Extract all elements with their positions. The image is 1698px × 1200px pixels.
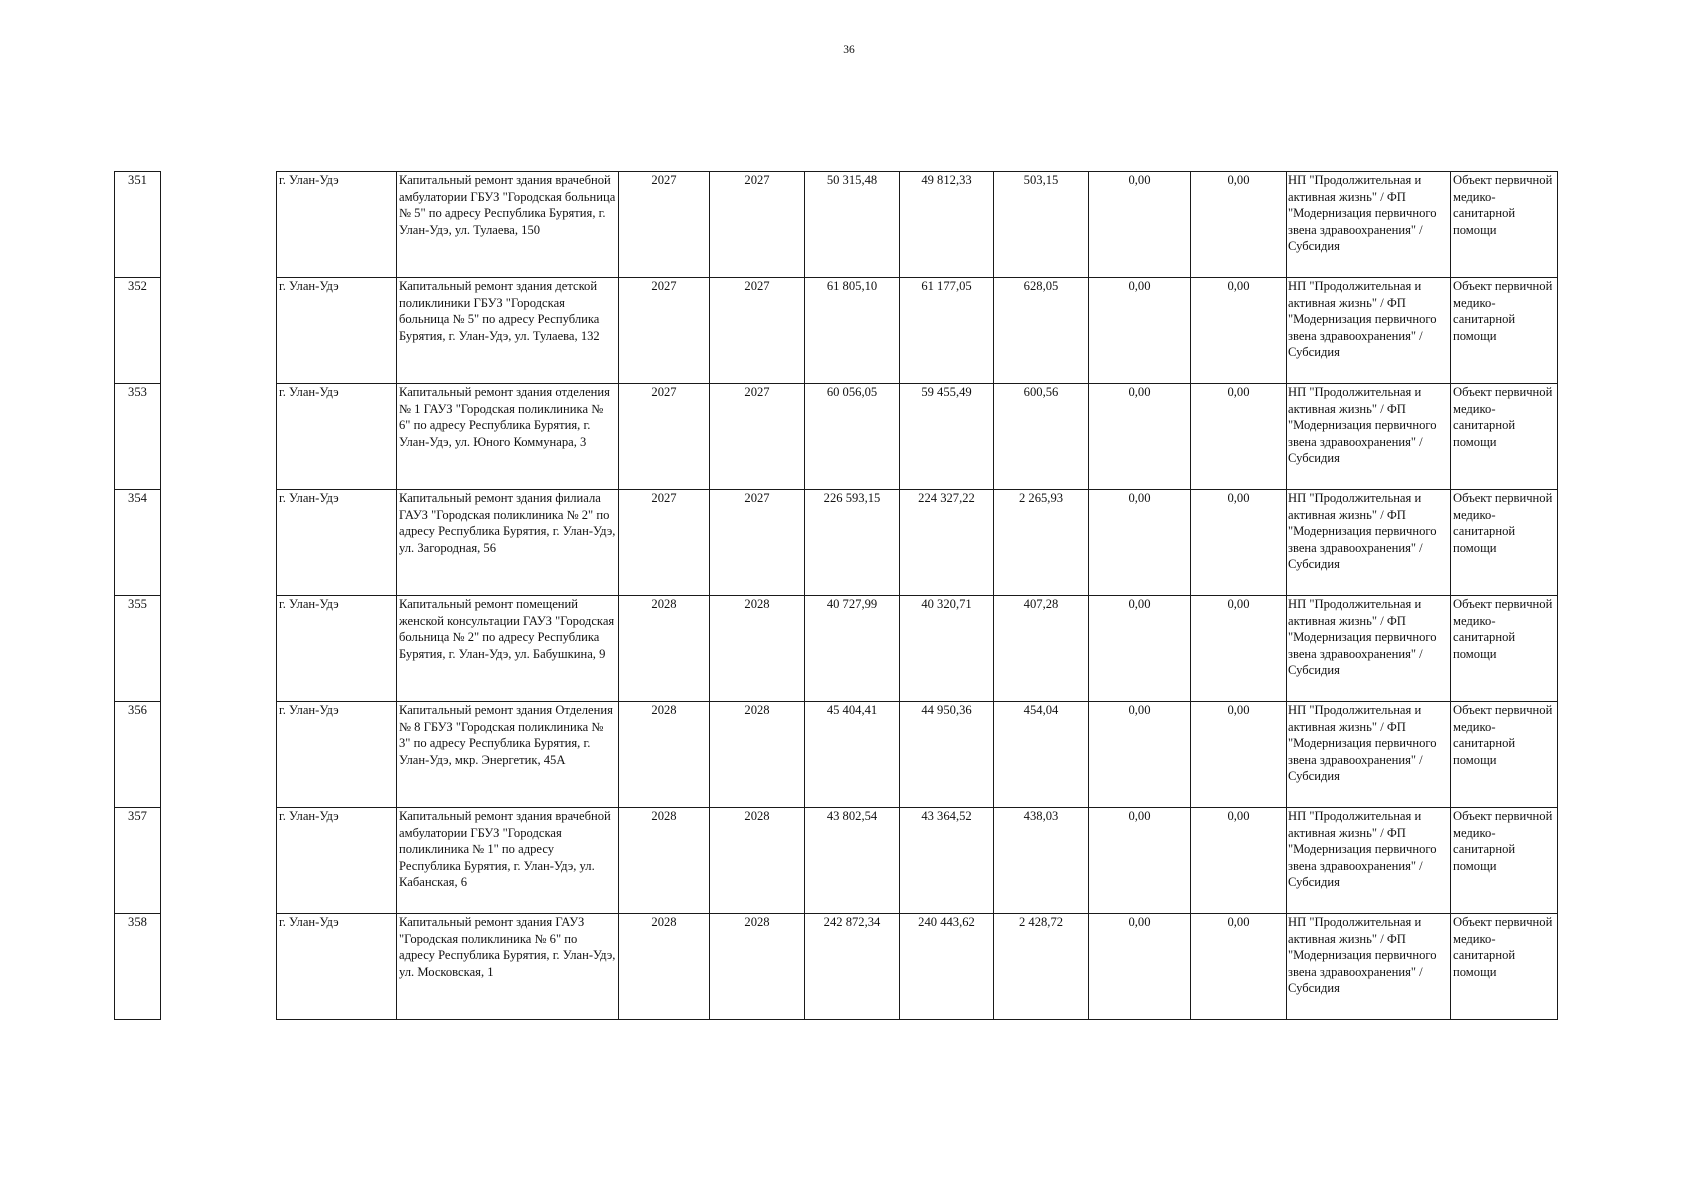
program-cell: НП "Продолжительная и активная жизнь" / ФП "Модернизация первичного звена здравоохранения" / Субсидия	[1286, 171, 1451, 278]
program-cell: НП "Продолжительная и активная жизнь" / ФП "Модернизация первичного звена здравоохранения" / Субсидия	[1286, 807, 1451, 914]
total-cell: 45 404,41	[804, 701, 900, 808]
federal-cell: 59 455,49	[899, 383, 994, 490]
row-number: 353	[114, 383, 161, 490]
program-cell: НП "Продолжительная и активная жизнь" / ФП "Модернизация первичного звена здравоохранения" / Субсидия	[1286, 913, 1451, 1020]
row-number: 357	[114, 807, 161, 914]
program-cell: НП "Продолжительная и активная жизнь" / ФП "Модернизация первичного звена здравоохранения" / Субсидия	[1286, 277, 1451, 384]
local-cell: 0,00	[1088, 489, 1191, 596]
year-end-cell: 2028	[709, 595, 805, 702]
program-cell: НП "Продолжительная и активная жизнь" / ФП "Модернизация первичного звена здравоохранения" / Субсидия	[1286, 489, 1451, 596]
year-start-cell: 2027	[618, 489, 710, 596]
year-end-cell: 2027	[709, 489, 805, 596]
regional-cell: 503,15	[993, 171, 1089, 278]
object-name-cell: Капитальный ремонт здания филиала ГАУЗ "Городская поликлиника № 2" по адресу Республика Бурятия, г. Улан-Удэ, ул. Загородная, 56	[396, 489, 619, 596]
regional-cell: 2 265,93	[993, 489, 1089, 596]
city-cell: г. Улан-Удэ	[276, 807, 397, 914]
total-cell: 40 727,99	[804, 595, 900, 702]
federal-cell: 61 177,05	[899, 277, 994, 384]
regional-cell: 600,56	[993, 383, 1089, 490]
city-cell: г. Улан-Удэ	[276, 913, 397, 1020]
page-number: 36	[843, 44, 855, 56]
year-end-cell: 2028	[709, 807, 805, 914]
local-cell: 0,00	[1088, 383, 1191, 490]
regional-cell: 628,05	[993, 277, 1089, 384]
regional-cell: 454,04	[993, 701, 1089, 808]
total-cell: 60 056,05	[804, 383, 900, 490]
object-name-cell: Капитальный ремонт здания Отделения № 8 ГБУЗ "Городская поликлиника № 3" по адресу Республика Бурятия, г. Улан-Удэ, мкр. Энергетик, 45А	[396, 701, 619, 808]
local-cell: 0,00	[1088, 171, 1191, 278]
object-type-cell: Объект первичной медико-санитарной помощи	[1450, 913, 1558, 1020]
object-name-cell: Капитальный ремонт здания отделения № 1 ГАУЗ "Городская поликлиника № 6" по адресу Республика Бурятия, г. Улан-Удэ, ул. Юного Коммунара, 3	[396, 383, 619, 490]
city-cell: г. Улан-Удэ	[276, 595, 397, 702]
object-type-cell: Объект первичной медико-санитарной помощи	[1450, 277, 1558, 384]
year-start-cell: 2027	[618, 171, 710, 278]
other-cell: 0,00	[1190, 913, 1287, 1020]
year-start-cell: 2027	[618, 277, 710, 384]
other-cell: 0,00	[1190, 595, 1287, 702]
local-cell: 0,00	[1088, 913, 1191, 1020]
row-number: 354	[114, 489, 161, 596]
regional-cell: 407,28	[993, 595, 1089, 702]
local-cell: 0,00	[1088, 701, 1191, 808]
other-cell: 0,00	[1190, 171, 1287, 278]
total-cell: 61 805,10	[804, 277, 900, 384]
row-number: 352	[114, 277, 161, 384]
total-cell: 226 593,15	[804, 489, 900, 596]
year-end-cell: 2028	[709, 701, 805, 808]
local-cell: 0,00	[1088, 807, 1191, 914]
total-cell: 242 872,34	[804, 913, 900, 1020]
year-start-cell: 2027	[618, 383, 710, 490]
city-cell: г. Улан-Удэ	[276, 277, 397, 384]
federal-cell: 49 812,33	[899, 171, 994, 278]
object-type-cell: Объект первичной медико-санитарной помощи	[1450, 595, 1558, 702]
federal-cell: 44 950,36	[899, 701, 994, 808]
object-name-cell: Капитальный ремонт здания врачебной амбулатории ГБУЗ "Городская больница № 5" по адресу Республика Бурятия, г. Улан-Удэ, ул. Тулаева, 150	[396, 171, 619, 278]
year-end-cell: 2027	[709, 383, 805, 490]
object-name-cell: Капитальный ремонт здания ГАУЗ "Городская поликлиника № 6" по адресу Республика Бурятия, г. Улан-Удэ, ул. Московская, 1	[396, 913, 619, 1020]
local-cell: 0,00	[1088, 595, 1191, 702]
city-cell: г. Улан-Удэ	[276, 489, 397, 596]
object-type-cell: Объект первичной медико-санитарной помощи	[1450, 807, 1558, 914]
local-cell: 0,00	[1088, 277, 1191, 384]
object-name-cell: Капитальный ремонт здания врачебной амбулатории ГБУЗ "Городская поликлиника № 1" по адресу Республика Бурятия, г. Улан-Удэ, ул. Кабанская, 6	[396, 807, 619, 914]
program-cell: НП "Продолжительная и активная жизнь" / ФП "Модернизация первичного звена здравоохранения" / Субсидия	[1286, 701, 1451, 808]
federal-cell: 40 320,71	[899, 595, 994, 702]
regional-cell: 438,03	[993, 807, 1089, 914]
year-end-cell: 2027	[709, 277, 805, 384]
row-number: 351	[114, 171, 161, 278]
program-cell: НП "Продолжительная и активная жизнь" / ФП "Модернизация первичного звена здравоохранения" / Субсидия	[1286, 595, 1451, 702]
total-cell: 43 802,54	[804, 807, 900, 914]
year-start-cell: 2028	[618, 701, 710, 808]
year-start-cell: 2028	[618, 595, 710, 702]
federal-cell: 224 327,22	[899, 489, 994, 596]
federal-cell: 240 443,62	[899, 913, 994, 1020]
city-cell: г. Улан-Удэ	[276, 701, 397, 808]
object-name-cell: Капитальный ремонт здания детской поликлиники ГБУЗ "Городская больница № 5" по адресу Республика Бурятия, г. Улан-Удэ, ул. Тулаева, 132	[396, 277, 619, 384]
row-number: 356	[114, 701, 161, 808]
row-number: 358	[114, 913, 161, 1020]
other-cell: 0,00	[1190, 701, 1287, 808]
object-type-cell: Объект первичной медико-санитарной помощи	[1450, 701, 1558, 808]
row-number: 355	[114, 595, 161, 702]
other-cell: 0,00	[1190, 383, 1287, 490]
object-name-cell: Капитальный ремонт помещений женской консультации ГАУЗ "Городская больница № 2" по адресу Республика Бурятия, г. Улан-Удэ, ул. Бабушкина, 9	[396, 595, 619, 702]
city-cell: г. Улан-Удэ	[276, 383, 397, 490]
year-end-cell: 2027	[709, 171, 805, 278]
object-type-cell: Объект первичной медико-санитарной помощи	[1450, 171, 1558, 278]
federal-cell: 43 364,52	[899, 807, 994, 914]
year-start-cell: 2028	[618, 913, 710, 1020]
total-cell: 50 315,48	[804, 171, 900, 278]
other-cell: 0,00	[1190, 489, 1287, 596]
other-cell: 0,00	[1190, 807, 1287, 914]
city-cell: г. Улан-Удэ	[276, 171, 397, 278]
program-cell: НП "Продолжительная и активная жизнь" / ФП "Модернизация первичного звена здравоохранения" / Субсидия	[1286, 383, 1451, 490]
year-start-cell: 2028	[618, 807, 710, 914]
object-type-cell: Объект первичной медико-санитарной помощи	[1450, 489, 1558, 596]
object-type-cell: Объект первичной медико-санитарной помощи	[1450, 383, 1558, 490]
year-end-cell: 2028	[709, 913, 805, 1020]
regional-cell: 2 428,72	[993, 913, 1089, 1020]
other-cell: 0,00	[1190, 277, 1287, 384]
